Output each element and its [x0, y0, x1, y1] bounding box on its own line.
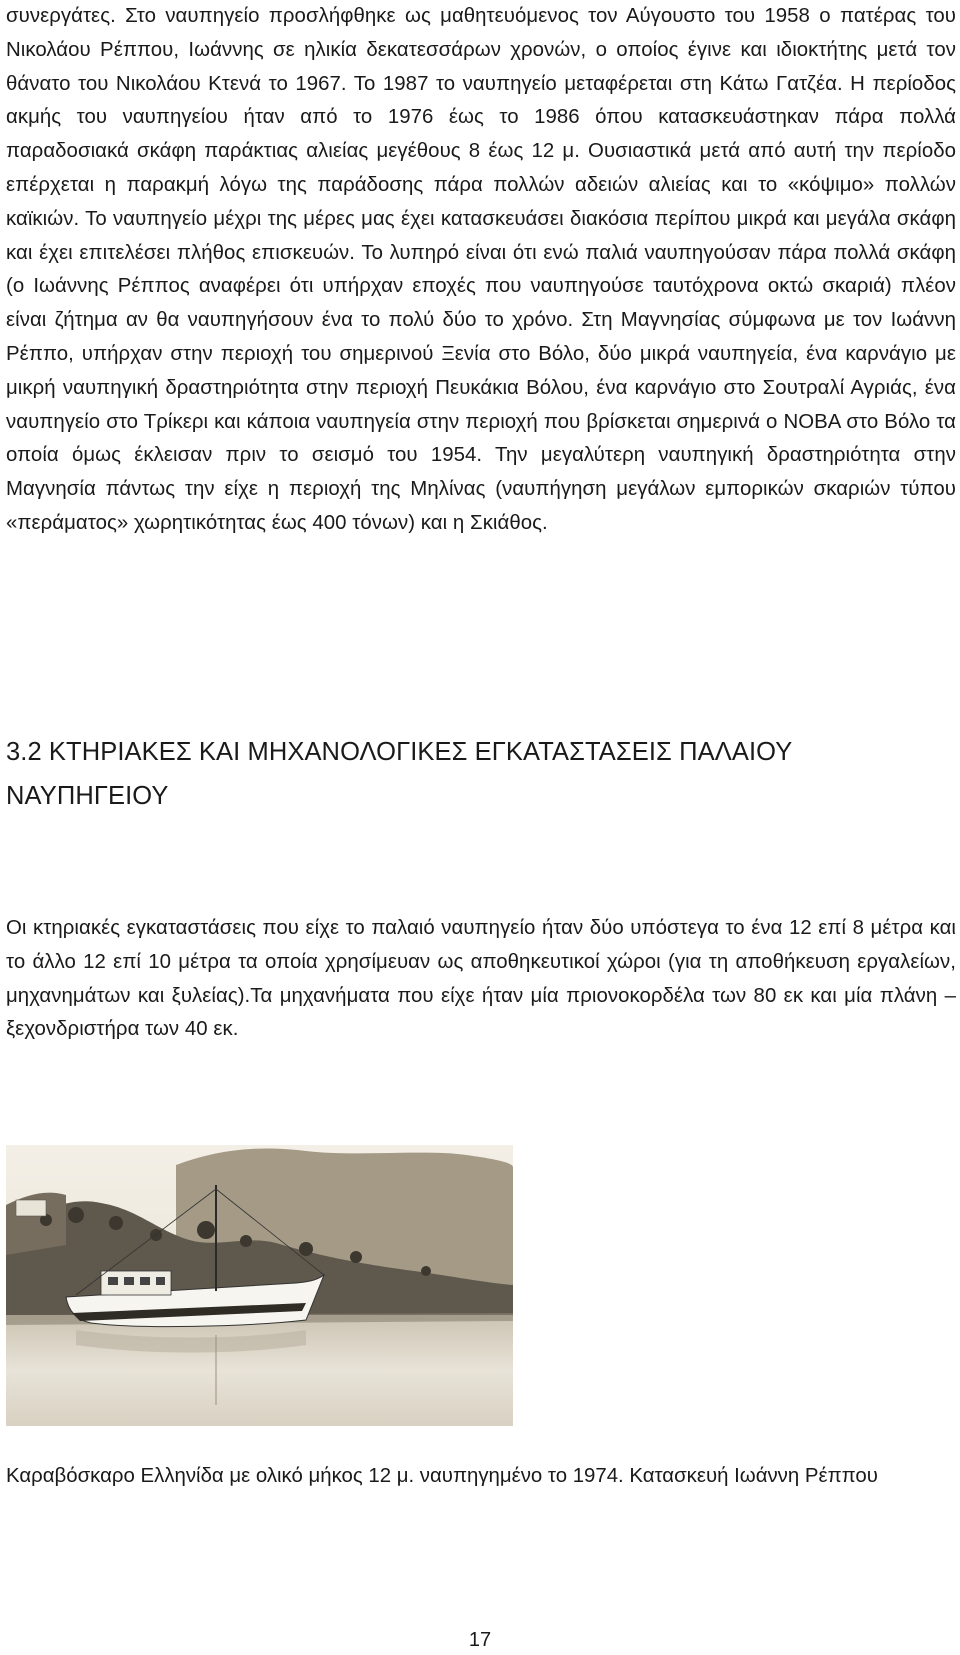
- boat-photo: [6, 1145, 513, 1426]
- figure-caption: Καραβόσκαρο Ελληνίδα με ολικό μήκος 12 μ. ναυπηγημένο το 1974. Κατασκευή Ιωάννη Ρέππου: [6, 1465, 878, 1487]
- page-number: 17: [468, 1629, 492, 1651]
- body-paragraph-facilities: Οι κτηριακές εγκαταστάσεις που είχε το παλαιό ναυπηγείο ήταν δύο υπόστεγα το ένα 12 επί 8 μέτρα και το άλλο 12 επί 10 μέτρα τα οποία χρησίμευαν ως αποθηκευτικοί χώροι (για τη αποθήκευση εργαλείων, μηχανημάτων και ξυλείας).Τα μηχανήματα που είχε ήταν μία πριονοκορδέλα των 80 εκ και μία πλάνη – ξεχονδριστήρα των 40 εκ.: [6, 917, 956, 1041]
- section-heading: 3.2 ΚΤΗΡΙΑΚΕΣ ΚΑΙ ΜΗΧΑΝΟΛΟΓΙΚΕΣ ΕΓΚΑΤΑΣΤΑΣΕΙΣ ΠΑΛΑΙΟΥ ΝΑΥΠΗΓΕΙΟΥ: [6, 738, 792, 810]
- body-paragraph: συνεργάτες. Στο ναυπηγείο προσλήφθηκε ως μαθητευόμενος τον Αύγουστο του 1958 ο πατέρας του Νικολάου Ρέππου, Ιωάννης σε ηλικία δεκατεσσάρων χρονών, ο οποίος έγινε και ιδιοκτήτης μετά τον θάνατο του Νικολάου Κτενά το 1967. Το 1987 το ναυπηγείο μεταφέρεται στη Κάτω Γατζέα. Η περίοδος ακμής του ναυπηγείου ήταν από το 1976 έως το 1986 όπου κατασκευάστηκαν πάρα πολλά παραδοσιακά σκάφη παράκτιας αλιείας μεγέθους 8 έως 12 μ. Ουσιαστικά μετά από αυτή την περίοδο επέρχεται η παρακμή λόγω της παράδοσης πάρα πολλών αδειών αλιείας και το «κόψιμο» πολλών καϊκιών. Το ναυπηγείο μέχρι της μέρες μας έχει κατασκευάσει διακόσια περίπου μικρά και μεγάλα σκάφη και έχει επιτελέσει πλήθος επισκευών. Το λυπηρό είναι ότι ενώ παλιά ναυπηγούσαν πάρα πολλά σκάφη (ο Ιωάννης Ρέππος αναφέρει ότι υπήρχαν εποχές που ναυπηγούσε ταυτόχρονα οκτώ σκαριά) πλέον είναι ζήτημα αν θα ναυπηγήσουν ένα το πολύ δύο το χρόνο. Στη Μαγνησίας σύμφωνα με τον Ιωάννη Ρέππο, υπήρχαν στην περιοχή του σημερινού Ξενία στο Βόλο, δύο μικρά ναυπηγεία, ένα καρνάγιο με μικρή ναυπηγική δραστηριότητα στην περιοχή Πευκάκια Βόλου, ένα καρνάγιο στο Σουτραλί Αγριάς, ένα ναυπηγείο στο Τρίκερι και κάποια ναυπηγεία στην περιοχή που βρίσκεται σημερινά ο ΝΟΒΑ στο Βόλο τα οποία όμως έκλεισαν πριν το σεισμό του 1954. Την μεγαλύτερη ναυπηγική δραστηριότητα στην Μαγνησία πάντως την είχε η περιοχή της Μηλίνας (ναυπήγηση μεγάλων εμπορικών σκαριών τύπου «περάματος» χωρητικότητας έως 400 τόνων) και η Σκιάθος.: [6, 5, 956, 534]
